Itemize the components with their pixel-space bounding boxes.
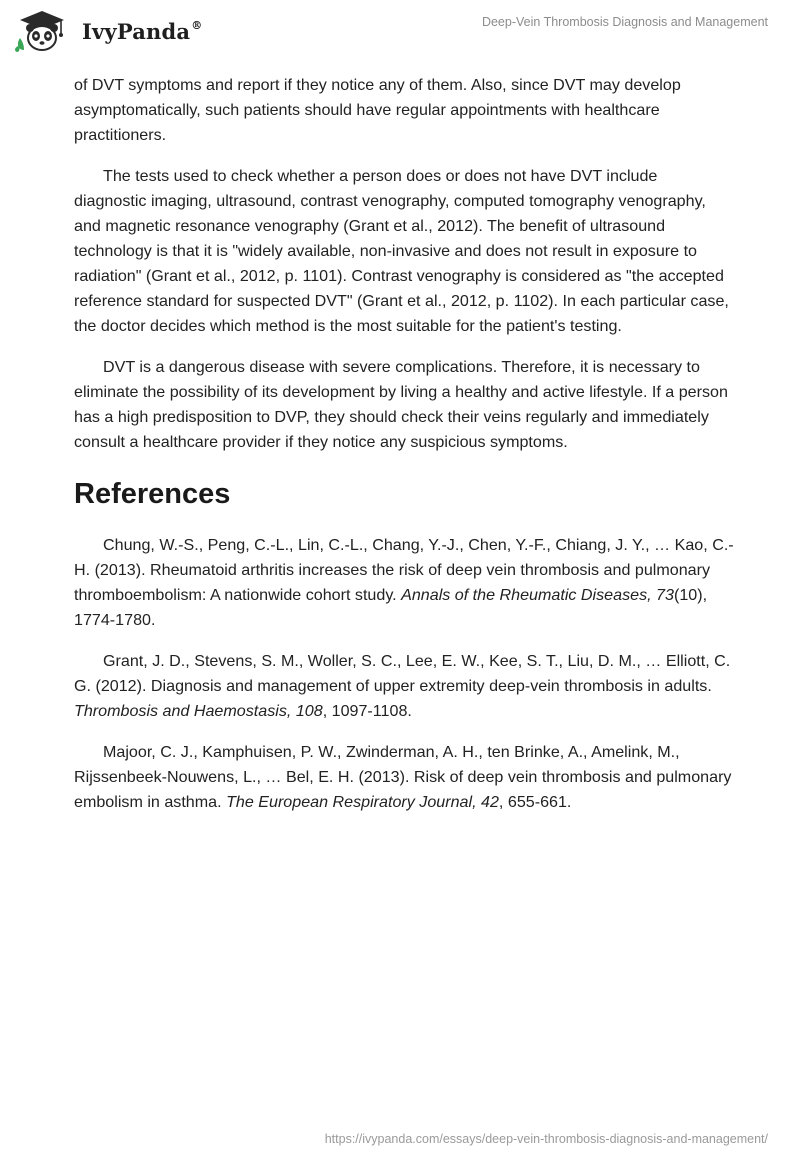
page-header	[0, 0, 800, 60]
paragraph-conclusion: DVT is a dangerous disease with severe complications. Therefore, it is necessary to eliminate the possibility of its development by living a healthy and active lifestyle. If a person has a high predisposition to DVP, they should check their veins regularly and immediately consult a healthcare provider if they notice any suspicious symptoms.	[74, 358, 728, 451]
brand-name: IvyPanda®	[82, 18, 203, 44]
source-url-link[interactable]: https://ivypanda.com/essays/deep-vein-thrombosis-diagnosis-and-management/	[324, 1132, 768, 1146]
references-heading: References	[74, 478, 231, 510]
paragraph-continuation: of DVT symptoms and report if they notice any of them. Also, since DVT may develop asymptomatically, such patients should have regular appointments with healthcare practitioners.	[74, 76, 681, 144]
panda-graduate-logo-icon	[14, 8, 76, 52]
reference-item: Chung, W.-S., Peng, C.-L., Lin, C.-L., Chang, Y.-J., Chen, Y.-F., Chiang, J. Y., … Kao, C.-H. (2013). Rheumatoid arthritis increases the risk of deep vein thrombosis and pulmonary thromboembolism: A nationwide cohort study. Annals of the Rheumatic Diseases, 73(10), 1774-1780.	[74, 536, 734, 629]
reference-item: Grant, J. D., Stevens, S. M., Woller, S. C., Lee, E. W., Kee, S. T., Liu, D. M., … Elliott, C. G. (2012). Diagnosis and management of upper extremity deep-vein thrombosis in adults. Thrombosis and Haemostasis, 108, 1097-1108.	[74, 652, 731, 720]
reference-item: Majoor, C. J., Kamphuisen, P. W., Zwinderman, A. H., ten Brinke, A., Amelink, M., Rijssenbeek-Nouwens, L., … Bel, E. H. (2013). Risk of deep vein thrombosis and pulmonary embolism in asthma. The European Respiratory Journal, 42, 655-661.	[74, 743, 732, 811]
document-title: Deep-Vein Thrombosis Diagnosis and Management	[481, 15, 768, 29]
essay-content	[74, 73, 734, 831]
paragraph-tests: The tests used to check whether a person does or does not have DVT include diagnostic imaging, ultrasound, contrast venography, computed tomography venography, and magnetic resonance venography (Grant et al., 2012). The benefit of ultrasound technology is that it is "widely available, non-invasive and does not result in exposure to radiation" (Grant et al., 2012, p. 1101). Contrast venography is considered as "the accepted reference standard for suspected DVT" (Grant et al., 2012, p. 1102). In each particular case, the doctor decides which method is the most suitable for the patient's testing.	[74, 167, 729, 335]
ivypanda-logo[interactable]	[14, 8, 202, 52]
